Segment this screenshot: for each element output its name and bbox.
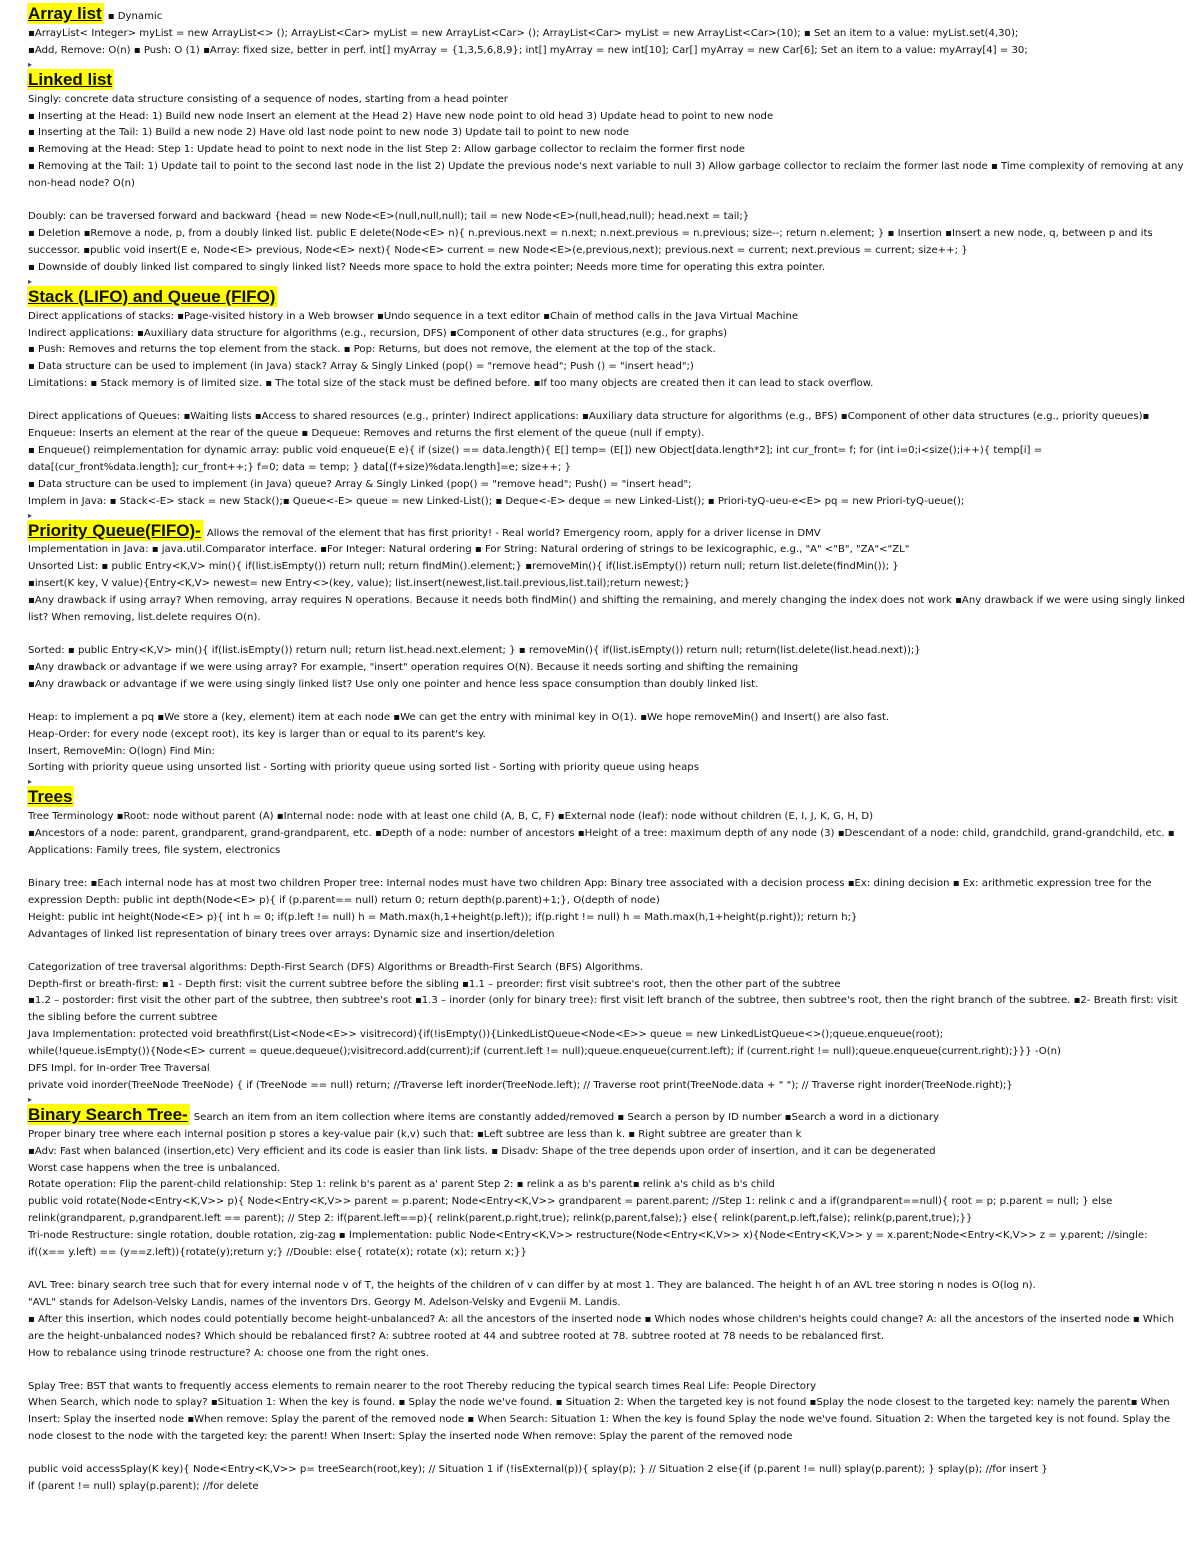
note-line: ▪ After this insertion, which nodes could potentially become height-unbalanced? A: all the ancestors of the inserted node ▪ Which nodes whose children's heights could change? A: all the ancestors of the inserted node ▪ Which are the height-unbalanced nodes? Which should be rebalanced first? A: subtree rooted at 44 and subtree rooted at 78. subtree rooted at 78 needs to be rebalanced first. bbox=[28, 1313, 1175, 1342]
section-intro-text: Allows the removal of the element that has first priority! - Real world? Emergency room, apply for a driver license in DMV bbox=[206, 527, 821, 539]
note-line: ▪Any drawback or advantage if we were using singly linked list? Use only one pointer and hence less space consumption than doubly linked list. bbox=[28, 678, 759, 690]
note-line: Depth-first or breath-first: ▪1 - Depth first: visit the current subtree before the sibling ▪1.1 – preorder: first visit subtree's root, then the other part of the subtree bbox=[28, 978, 841, 990]
note-line: Unsorted List: ▪ public Entry<K,V> min(){ if(list.isEmpty()) return null; return findMin().element;} ▪removeMin(){ if(list.isEmpty()) return null; return list.delete(findMin()); } bbox=[28, 561, 899, 573]
section-linked-list bbox=[28, 69, 1186, 286]
paragraph-gap bbox=[28, 393, 1186, 409]
note-line: Tree Terminology ▪Root: node without parent (A) ▪Internal node: node with at least one child (A, B, C, F) ▪External node (leaf): node without children (E, I, J, K, G, H, D) bbox=[28, 811, 874, 823]
section-trees bbox=[28, 786, 1186, 1104]
note-line: Java Implementation: protected void breathfirst(List<Node<E>> visitrecord){if(!isEmpty()){LinkedListQueue<Node<E>> queue = new LinkedListQueue<>();queue.enqueue(root); bbox=[28, 1029, 944, 1041]
note-line: ▪ Downside of doubly linked list compared to singly linked list? Needs more space to hold the extra pointer; Needs more time for operating this extra pointer. bbox=[28, 261, 826, 273]
note-line: ▪ Removing at the Head: Step 1: Update head to point to next node in the list Step 2: Allow garbage collector to reclaim the former first node bbox=[28, 144, 745, 156]
note-line: while(!queue.isEmpty()){Node<E> current = queue.dequeue();visitrecord.add(current);if (current.left != null);queue.enqueue(current.left); if (current.right != null);queue.enqueue(current.right);}}} -O(n) bbox=[28, 1046, 1061, 1058]
note-line: "AVL" stands for Adelson-Velsky Landis, names of the inventors Drs. Georgy M. Adelson-Velsky and Evgenii M. Landis. bbox=[28, 1296, 621, 1308]
section-title: Linked list bbox=[28, 69, 113, 89]
note-line: Worst case happens when the tree is unbalanced. bbox=[28, 1162, 281, 1174]
note-line: Splay Tree: BST that wants to frequently access elements to remain nearer to the root Thereby reducing the typical search times Real Life: People Directory bbox=[28, 1380, 817, 1392]
paragraph-gap bbox=[28, 627, 1186, 643]
section-heading bbox=[28, 1104, 1186, 1127]
note-line: DFS Impl. for In-order Tree Traversal bbox=[28, 1063, 210, 1075]
note-line: Rotate operation: Flip the parent-child relationship: Step 1: relink b's parent as a' parent Step 2: ▪ relink a as b's parent▪ relink a's child as b's child bbox=[28, 1179, 775, 1191]
section-heading bbox=[28, 3, 1186, 26]
note-line: Binary tree: ▪Each internal node has at most two children Proper tree: Internal nodes must have two children App: Binary tree associated with a decision process ▪Ex: dining decision ▪ Ex: arithmetic expression tree for the expression Depth: public int depth(Node<E> p){ if (p.parent== null) return 0; return depth(p.parent)+1;}, O(depth of node) bbox=[28, 877, 1152, 906]
note-line: Height: public int height(Node<E> p){ int h = 0; if(p.left != null) h = Math.max(h,1+height(p.left)); if(p.right != null) h = Math.max(h,1+height(p.right)); return h;} bbox=[28, 911, 858, 923]
note-line: ▪ Removing at the Tail: 1) Update tail to point to the second last node in the list 2) Update the previous node's next variable to null 3) Allow garbage collector to reclaim the former last node ▪ Time complexity of removing at any non-head node? O(n) bbox=[28, 161, 1184, 190]
note-line: Doubly: can be traversed forward and backward {head = new Node<E>(null,null,null); tail = new Node<E>(null,head,null); head.next = tail;} bbox=[28, 211, 750, 223]
note-line: ▪ Inserting at the Head: 1) Build new node Insert an element at the Head 2) Have new node point to old head 3) Update head to point to new node bbox=[28, 110, 774, 122]
note-line: Tri-node Restructure: single rotation, double rotation, zig-zag ▪ Implementation: public Node<Entry<K,V>> restructure(Node<Entry<K,V>> x){Node<Entry<K,V>> y = x.parent;Node<Entry<K,V>> z = y.parent; //single: if((x== y.left) == (y==z.left)){rotate(y);return y;} //Double: else{ rotate(x); rotate (x); return x;}} bbox=[28, 1230, 1148, 1259]
section-heading bbox=[28, 69, 1186, 92]
note-line: ▪Adv: Fast when balanced (insertion,etc) Very efficient and its code is easier than link lists. ▪ Disadv: Shape of the tree depends upon order of insertion, and it can be degenerated bbox=[28, 1145, 936, 1157]
note-line: ▪insert(K key, V value){Entry<K,V> newest= new Entry<>(key, value); list.insert(newest,list.tail.previous,list.tail);return newest;} bbox=[28, 578, 691, 590]
section-end-marker: ▸ bbox=[28, 59, 33, 69]
note-line: Singly: concrete data structure consisting of a sequence of nodes, starting from a head pointer bbox=[28, 93, 508, 105]
note-line: Direct applications of stacks: ▪Page-visited history in a Web browser ▪Undo sequence in a text editor ▪Chain of method calls in the Java Virtual Machine bbox=[28, 310, 799, 322]
note-line: Heap: to implement a pq ▪We store a (key, element) item at each node ▪We can get the entry with minimal key in O(1). ▪We hope removeMin() and Insert() are also fast. bbox=[28, 711, 890, 723]
note-line: private void inorder(TreeNode TreeNode) { if (TreeNode == null) return; //Traverse left inorder(TreeNode.left); // Traverse root print(TreeNode.data + " "); // Traverse right inorder(TreeNode.right);} bbox=[28, 1079, 1013, 1091]
section-heading bbox=[28, 786, 1186, 809]
note-line: ▪1.2 – postorder: first visit the other part of the subtree, then subtree's root ▪1.3 – inorder (only for binary tree): first visit left branch of the subtree, then subtree's root, then the right branch of the subtree. ▪2- Breath first: visit the sibling before the current subtree bbox=[28, 995, 1178, 1024]
note-line: ▪ Data structure can be used to implement (in Java) stack? Array & Singly Linked (pop() = "remove head"; Push () = "insert head";) bbox=[28, 361, 694, 373]
section-heading bbox=[28, 520, 1186, 543]
note-line: ▪Any drawback if using array? When removing, array requires N operations. Because it needs both findMin() and shifting the remaining, and merely changing the index does not work ▪Any drawback if we were using singly linked list? When removing, list.delete requires O(n). bbox=[28, 595, 1186, 624]
note-line: public void accessSplay(K key){ Node<Entry<K,V>> p= treeSearch(root,key); // Situation 1 if (!isExternal(p)){ splay(p); } // Situation 2 else{if (p.parent != null) splay(p.parent); } splay(p); //for insert } bbox=[28, 1464, 1048, 1476]
note-line: Limitations: ▪ Stack memory is of limited size. ▪ The total size of the stack must be defined before. ▪If too many objects are created then it can lead to stack overflow. bbox=[28, 378, 874, 390]
section-end-marker: ▸ bbox=[28, 1094, 33, 1104]
note-line: ▪ Data structure can be used to implement (in Java) queue? Array & Singly Linked (pop() = "remove head"; Push() = "insert head"; bbox=[28, 478, 692, 490]
section-title: Trees bbox=[28, 787, 73, 807]
section-priority-queue-fifo bbox=[28, 520, 1186, 787]
note-line: public void rotate(Node<Entry<K,V>> p){ Node<Entry<K,V>> parent = p.parent; Node<Entry<K,V>> grandparent = parent.parent; //Step 1: relink c and a if(grandparent==null){ root = p; p.parent = null; } else relink(grandparent, p,grandparent.left == parent); // Step 2: if(parent.left==p){ relink(parent,p.right,true); relink(p,parent,false);} else{ relink(parent,p.left,false); relink(p,parent,true);}} bbox=[28, 1196, 1113, 1225]
note-line: Insert, RemoveMin: O(logn) Find Min: bbox=[28, 745, 215, 757]
section-intro-text: ▪ Dynamic bbox=[107, 11, 163, 22]
note-line: Advantages of linked list representation of binary trees over arrays: Dynamic size and insertion/deletion bbox=[28, 928, 555, 940]
note-line: Sorted: ▪ public Entry<K,V> min(){ if(list.isEmpty()) return null; return list.head.next.element; } ▪ removeMin(){ if(list.isEmpty()) return null; return(list.delete(list.head.next));} bbox=[28, 645, 921, 656]
note-line: ▪Add, Remove: O(n) ▪ Push: O (1) ▪Array: fixed size, better in perf. int[] myArray = {1,3,5,6,8,9}; int[] myArray = new int[10]; Car[] myArray = new Car[6]; Set an item to a value: myArray[4] = 30; bbox=[28, 44, 1028, 56]
note-line: ▪Any drawback or advantage if we were using array? For example, "insert" operation requires O(N). Because it needs sorting and shifting the remaining bbox=[28, 661, 799, 673]
note-line: if (parent != null) splay(p.parent); //for delete bbox=[28, 1481, 259, 1493]
note-line: ▪Ancestors of a node: parent, grandparent, grand-grandparent, etc. ▪Depth of a node: number of ancestors ▪Height of a tree: maximum depth of any node (3) ▪Descendant of a node: child, grandchild, grand-grandchild, etc. ▪ Applications: Family trees, file system, electronics bbox=[28, 828, 1175, 857]
section-array-list bbox=[28, 3, 1186, 69]
note-line: Implem in Java: ▪ Stack<-E> stack = new Stack();▪ Queue<-E> queue = new Linked-List(); ▪ Deque<-E> deque = new Linked-List(); ▪ Priori-tyQ-ueu-e<E> pq = new Priori-tyQ-ueue(); bbox=[28, 495, 965, 507]
section-stack-lifo-and-queue-fifo bbox=[28, 286, 1186, 520]
section-binary-search-tree bbox=[28, 1104, 1186, 1496]
note-line: Sorting with priority queue using unsorted list - Sorting with priority queue using sorted list - Sorting with priority queue using heaps bbox=[28, 762, 699, 774]
paragraph-gap bbox=[28, 694, 1186, 710]
paragraph-gap bbox=[28, 1363, 1186, 1379]
note-line: Proper binary tree where each internal position p stores a key-value pair (k,v) such that: ▪Left subtree are less than k. ▪ Right subtree are greater than k bbox=[28, 1128, 802, 1140]
section-end-marker: ▸ bbox=[28, 510, 33, 520]
section-heading bbox=[28, 286, 1186, 309]
section-end-marker: ▸ bbox=[28, 777, 33, 787]
paragraph-gap bbox=[28, 944, 1186, 960]
note-line: How to rebalance using trinode restructure? A: choose one from the right ones. bbox=[28, 1347, 429, 1359]
paragraph-gap bbox=[28, 193, 1186, 209]
section-intro-text: Search an item from an item collection where items are constantly added/removed ▪ Search a person by ID number ▪Search a word in a dictionary bbox=[193, 1111, 940, 1123]
section-title: Stack (LIFO) and Queue (FIFO) bbox=[28, 286, 276, 306]
note-line: Implementation in Java: ▪ java.util.Comparator interface. ▪For Integer: Natural ordering ▪ For String: Natural ordering of strings to be lexicographic, e.g., "A" <"B", "ZA"<"ZL" bbox=[28, 544, 910, 556]
note-line: Heap-Order: for every node (except root), its key is larger than or equal to its parent's key. bbox=[28, 728, 486, 740]
section-title: Binary Search Tree- bbox=[28, 1104, 188, 1124]
paragraph-gap bbox=[28, 1446, 1186, 1462]
note-line: Indirect applications: ▪Auxiliary data structure for algorithms (e.g., recursion, DFS) ▪Component of other data structures (e.g., for graphs) bbox=[28, 327, 728, 339]
paragraph-gap bbox=[28, 860, 1186, 876]
note-line: Direct applications of Queues: ▪Waiting lists ▪Access to shared resources (e.g., printer) Indirect applications: ▪Auxiliary data structure for algorithms (e.g., BFS) ▪Component of other data structures (e.g., priority queues)▪ Enqueue: Inserts an element at the rear of the queue ▪ Dequeue: Removes and returns the first element of the queue (null if empty). bbox=[28, 411, 1150, 440]
note-line: ▪ Enqueue() reimplementation for dynamic array: public void enqueue(E e){ if (size() == data.length){ E[] temp= (E[]) new Object[data.length*2]; int cur_front= f; for (int i=0;i<size();i++){ temp[i] = data[(cur_front%data.length]; cur_front++;} f=0; data = temp; } data[(f+size)%data.length]=e; size++; } bbox=[28, 444, 1043, 473]
note-line: ▪ArrayList< Integer> myList = new ArrayList<> (); ArrayList<Car> myList = new ArrayList<Car> (); ArrayList<Car> myList = new ArrayList<Car>(10); ▪ Set an item to a value: myList.set(4,30); bbox=[28, 27, 1019, 39]
note-line: When Search, which node to splay? ▪Situation 1: When the key is found. ▪ Splay the node we've found. ▪ Situation 2: When the targeted key is not found ▪Splay the node closest to the targeted key: namely the parent▪ When Insert: Splay the inserted node ▪When remove: Splay the parent of the removed node ▪ When Search: Situation 1: When the key is found Splay the node we've found. Situation 2: When the targeted key is not found. Splay the node closest to the node with the targeted key: the parent! When Insert: Splay the inserted node When remove: Splay the parent of the removed node bbox=[28, 1397, 1171, 1443]
note-line: ▪ Push: Removes and returns the top element from the stack. ▪ Pop: Returns, but does not remove, the element at the top of the stack. bbox=[28, 344, 716, 356]
section-title: Array list bbox=[28, 4, 102, 23]
note-line: AVL Tree: binary search tree such that for every internal node v of T, the heights of the children of v can differ by at most 1. They are balanced. The height h of an AVL tree storing n nodes is O(log n). bbox=[28, 1280, 1036, 1291]
section-title: Priority Queue(FIFO)- bbox=[28, 520, 201, 540]
section-end-marker: ▸ bbox=[28, 276, 33, 286]
note-line: ▪ Inserting at the Tail: 1) Build a new node 2) Have old last node point to new node 3) Update tail to point to new node bbox=[28, 127, 629, 139]
note-line: ▪ Deletion ▪Remove a node, p, from a doubly linked list. public E delete(Node<E> n){ n.previous.next = n.next; n.next.previous = n.previous; size--; return n.element; } ▪ Insertion ▪Insert a new node, q, between p and its successor. ▪public void insert(E e, Node<E> previous, Node<E> next){ Node<E> current = new Node<E>(e,previous,next); previous.next = current; next.previous = current; size++; } bbox=[28, 227, 1153, 256]
paragraph-gap bbox=[28, 1262, 1186, 1278]
note-line: Categorization of tree traversal algorithms: Depth-First Search (DFS) Algorithms or Breadth-First Search (BFS) Algorithms. bbox=[28, 961, 644, 973]
